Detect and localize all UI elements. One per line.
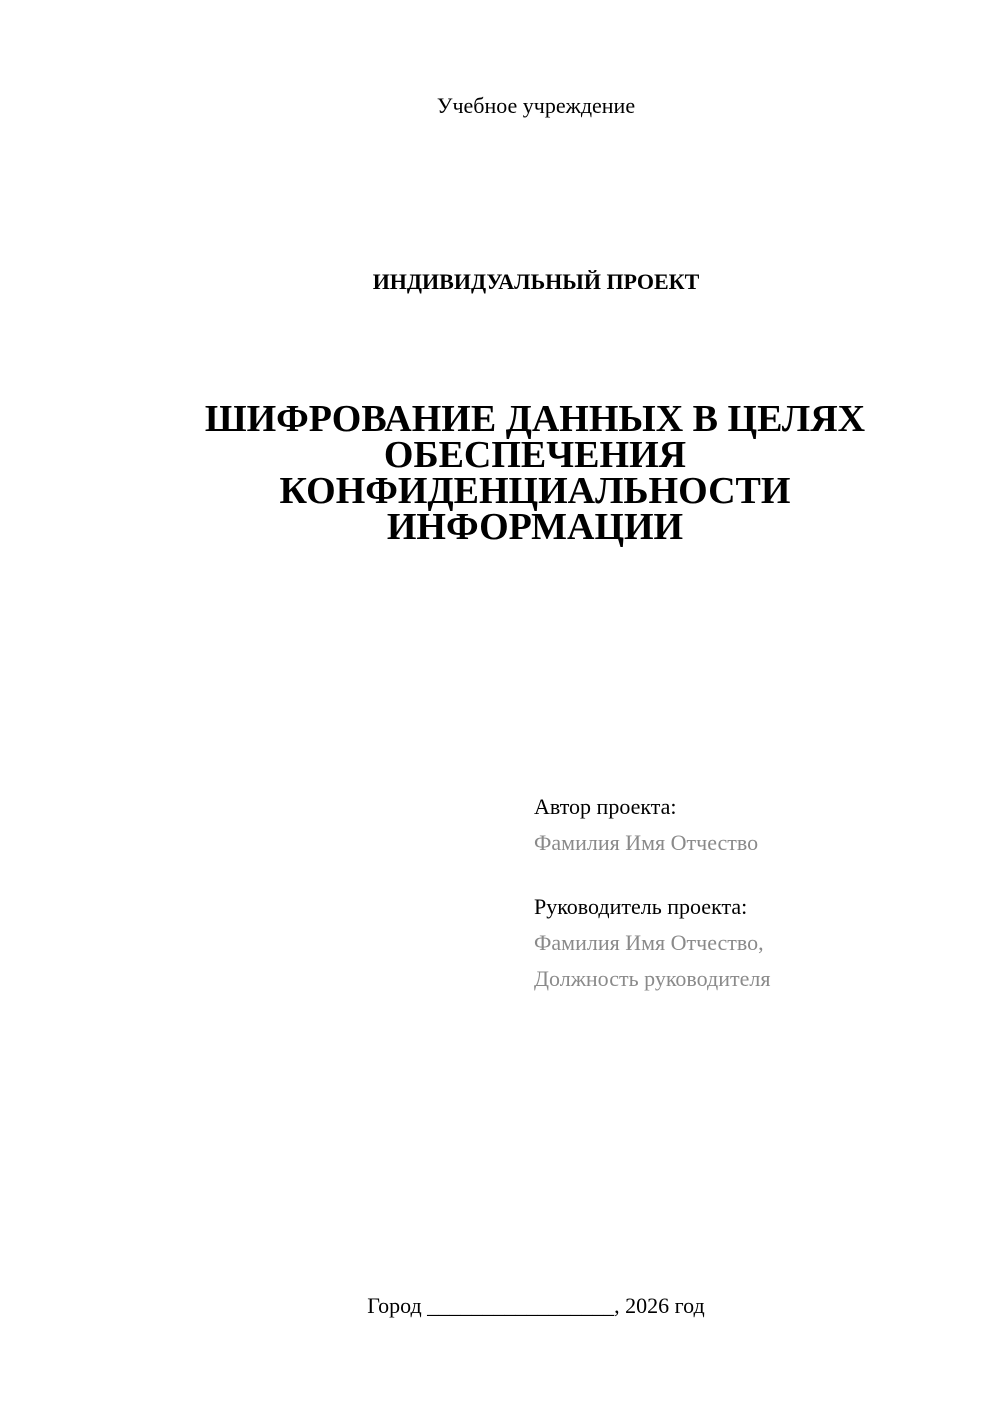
author-label: Автор проекта: — [534, 794, 677, 819]
title-line: ШИФРОВАНИЕ ДАННЫХ В ЦЕЛЯХ — [204, 398, 866, 440]
title-line: КОНФИДЕНЦИАЛЬНОСТИ — [279, 470, 791, 512]
document-type: ИНДИВИДУАЛЬНЫЙ ПРОЕКТ — [372, 269, 700, 294]
title-line: ОБЕСПЕЧЕНИЯ — [383, 434, 687, 476]
supervisor-position: Должность руководителя — [534, 966, 771, 991]
author-name: Фамилия Имя Отчество — [534, 830, 759, 855]
credits-block — [534, 789, 770, 997]
document-title — [170, 398, 900, 548]
title-line: ИНФОРМАЦИИ — [386, 506, 684, 548]
institution-name: Учебное учреждение — [436, 93, 636, 118]
supervisor-name: Фамилия Имя Отчество, — [534, 930, 764, 955]
supervisor-label: Руководитель проекта: — [534, 894, 748, 919]
city-year-line: Город _________________, 2026 год — [367, 1293, 705, 1318]
